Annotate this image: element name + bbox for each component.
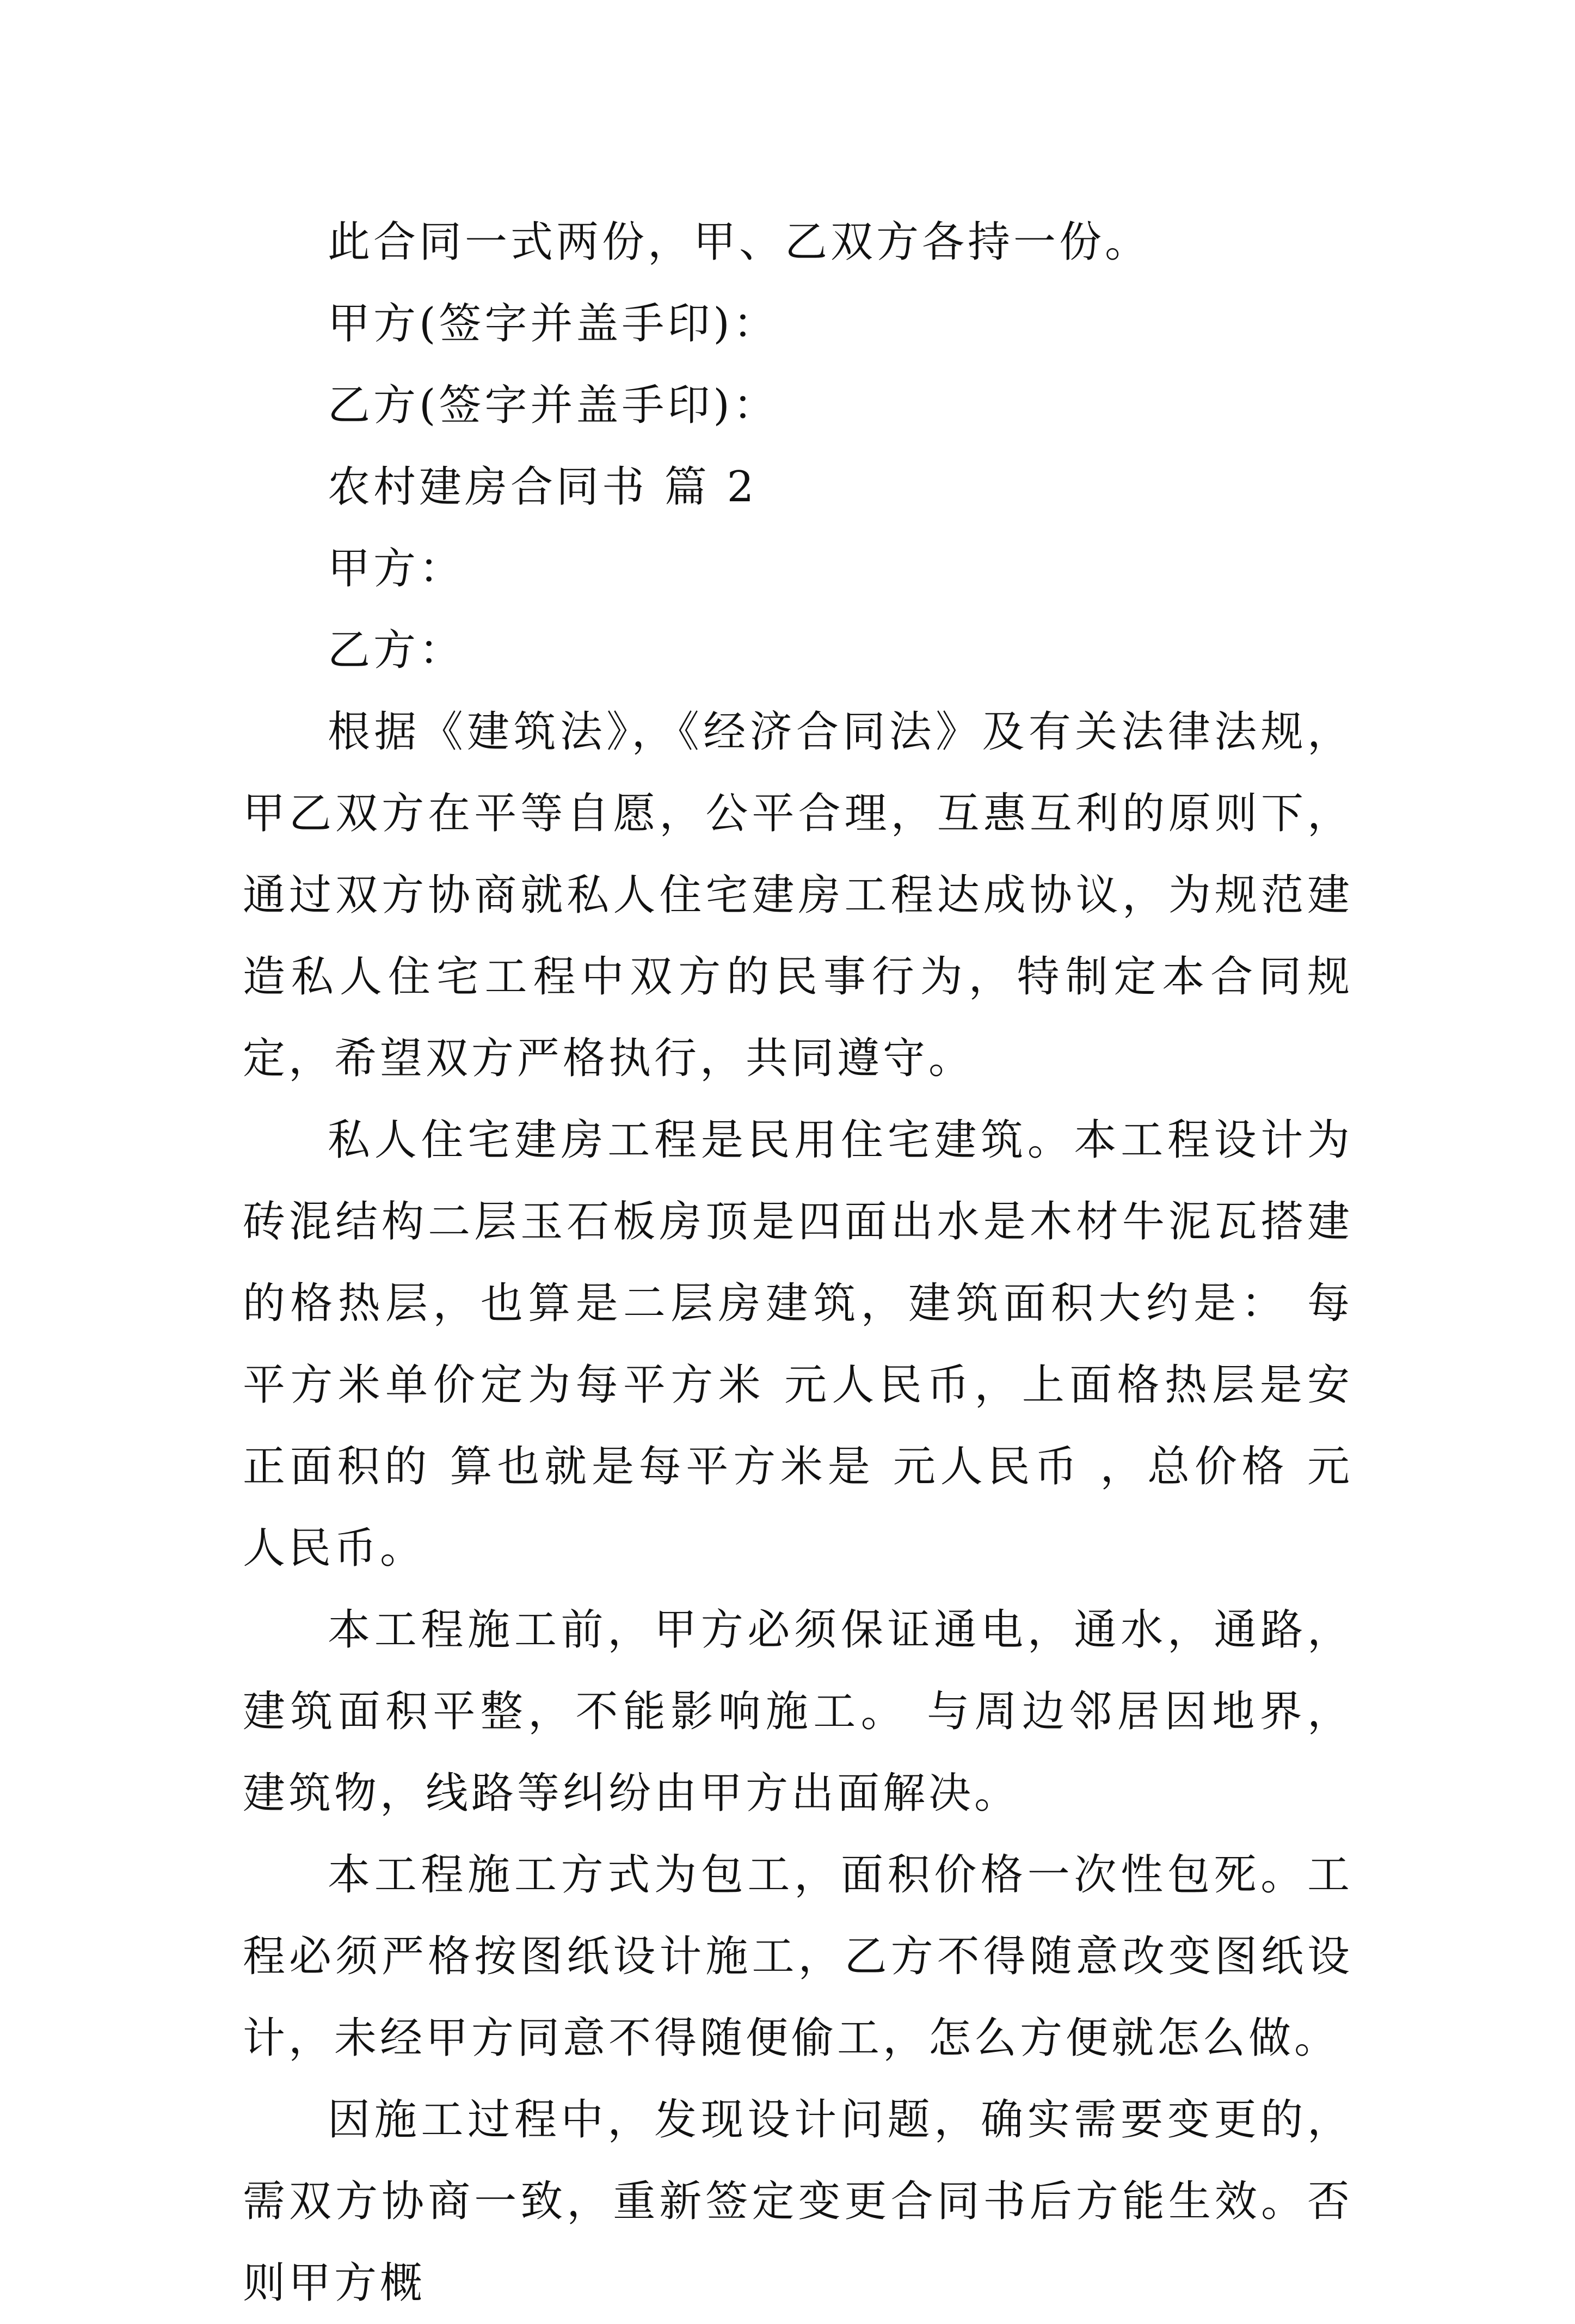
construction-method-paragraph: 本工程施工方式为包工，面积价格一次性包死。工程必须严格按图纸设计施工，乙方不得随意改变图纸设计，未经甲方同意不得随便偷工，怎么方便就怎么做。: [243, 1850, 1353, 2063]
document-body: [243, 201, 1353, 2324]
party-a-signature-line: 甲方(签字并盖手印)：: [328, 299, 779, 348]
preamble-paragraph: 根据《建筑法》，《经济合同法》及有关法律法规，甲乙双方在平等自愿，公平合理，互惠互利的原则下，通过双方协商就私人住宅建房工程达成协议，为规范建造私人住宅工程中双方的民事行为，特制定本合同规定，希望双方严格执行，共同遵守。: [243, 708, 1353, 1083]
design-change-paragraph: 因施工过程中，发现设计问题，确实需要变更的，需双方协商一致，重新签定变更合同书后方能生效。否则甲方概: [243, 2095, 1353, 2308]
section-heading: 农村建房合同书 篇 2: [328, 463, 758, 512]
party-a-label: 甲方：: [328, 544, 465, 593]
party-b-label: 乙方：: [328, 626, 465, 675]
party-b-signature-line: 乙方(签字并盖手印)：: [328, 381, 779, 430]
pre-construction-paragraph: 本工程施工前，甲方必须保证通电，通水，通路，建筑面积平整，不能影响施工。 与周边邻居因地界，建筑物，线路等纠纷由甲方出面解决。: [243, 1606, 1353, 1818]
project-description-paragraph: 私人住宅建房工程是民用住宅建筑。本工程设计为砖混结构二层玉石板房顶是四面出水是木材牛泥瓦搭建的格热层，也算是二层房建筑，建筑面积大约是： 每平方米单价定为每平方米 元人民币，上面格热层是安正面积的 算也就是每平方米是 元人民币 ，总价格 元人民币。: [243, 1116, 1353, 1573]
copies-clause: 此合同一式两份，甲、乙双方各持一份。: [328, 218, 1151, 267]
